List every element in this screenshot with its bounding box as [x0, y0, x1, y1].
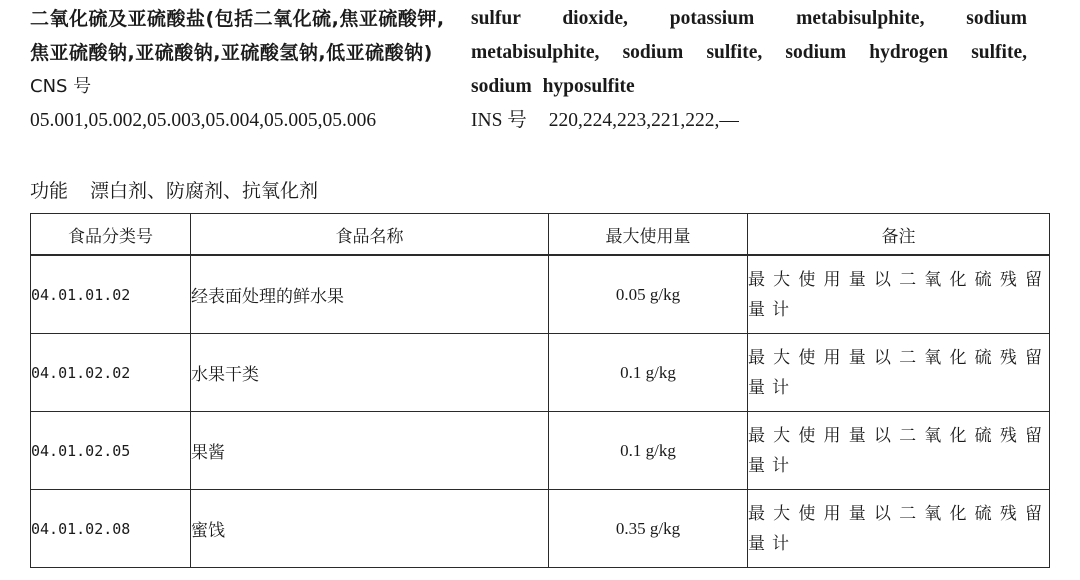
max-dose-cell: 0.1 g/kg [549, 412, 748, 490]
header-row [31, 214, 1050, 256]
function-label: 功能 [30, 180, 69, 202]
header-category-code: 食品分类号 [31, 214, 191, 256]
header-max-dose: 最大使用量 [549, 214, 748, 256]
category-code-cell: 04.01.02.05 [31, 412, 191, 490]
table-row [31, 334, 1050, 412]
chinese-column [30, 2, 450, 138]
food-name-cell: 经表面处理的鲜水果 [191, 255, 549, 334]
table-row [31, 412, 1050, 490]
max-dose-cell: 0.1 g/kg [549, 334, 748, 412]
english-column [471, 2, 1027, 138]
food-name-cell: 蜜饯 [191, 490, 549, 568]
cns-value: 05.001,05.002,05.003,05.004,05.005,05.006 [30, 110, 377, 131]
table-row [31, 490, 1050, 568]
additive-name-english: sulfur dioxide, potassium metabisulphite, sodium metabisulphite, sodium sulfite, sodium hydrogen sulfite, sodium hyposulfite [471, 8, 1027, 97]
ins-value: 220,224,223,221,222,— [548, 110, 739, 131]
remarks-cell: 最大使用量以二氧化硫残留量计 [748, 255, 1050, 334]
additive-name-chinese: 二氧化硫及亚硫酸盐(包括二氧化硫,焦亚硫酸钾,焦亚硫酸钠,亚硫酸钠,亚硫酸氢钠,低亚硫酸钠) [30, 8, 445, 64]
category-code-cell: 04.01.01.02 [31, 255, 191, 334]
remarks-cell: 最大使用量以二氧化硫残留量计 [748, 334, 1050, 412]
cns-number-line [30, 70, 450, 138]
food-name-cell: 果酱 [191, 412, 549, 490]
usage-table [30, 213, 1050, 568]
header-remarks: 备注 [748, 214, 1050, 256]
remarks-cell: 最大使用量以二氧化硫残留量计 [748, 490, 1050, 568]
table-row [31, 255, 1050, 334]
ins-label: INS 号 [471, 110, 527, 131]
ins-number-line [471, 104, 1027, 138]
table-header [31, 214, 1050, 256]
category-code-cell: 04.01.02.02 [31, 334, 191, 412]
header-food-name: 食品名称 [191, 214, 549, 256]
max-dose-cell: 0.05 g/kg [549, 255, 748, 334]
function-line [30, 175, 318, 207]
remarks-cell: 最大使用量以二氧化硫残留量计 [748, 412, 1050, 490]
cns-label: CNS 号 [30, 76, 92, 97]
table-body [31, 255, 1050, 568]
food-name-cell: 水果干类 [191, 334, 549, 412]
max-dose-cell: 0.35 g/kg [549, 490, 748, 568]
category-code-cell: 04.01.02.08 [31, 490, 191, 568]
function-value: 漂白剂、防腐剂、抗氧化剂 [90, 180, 319, 202]
